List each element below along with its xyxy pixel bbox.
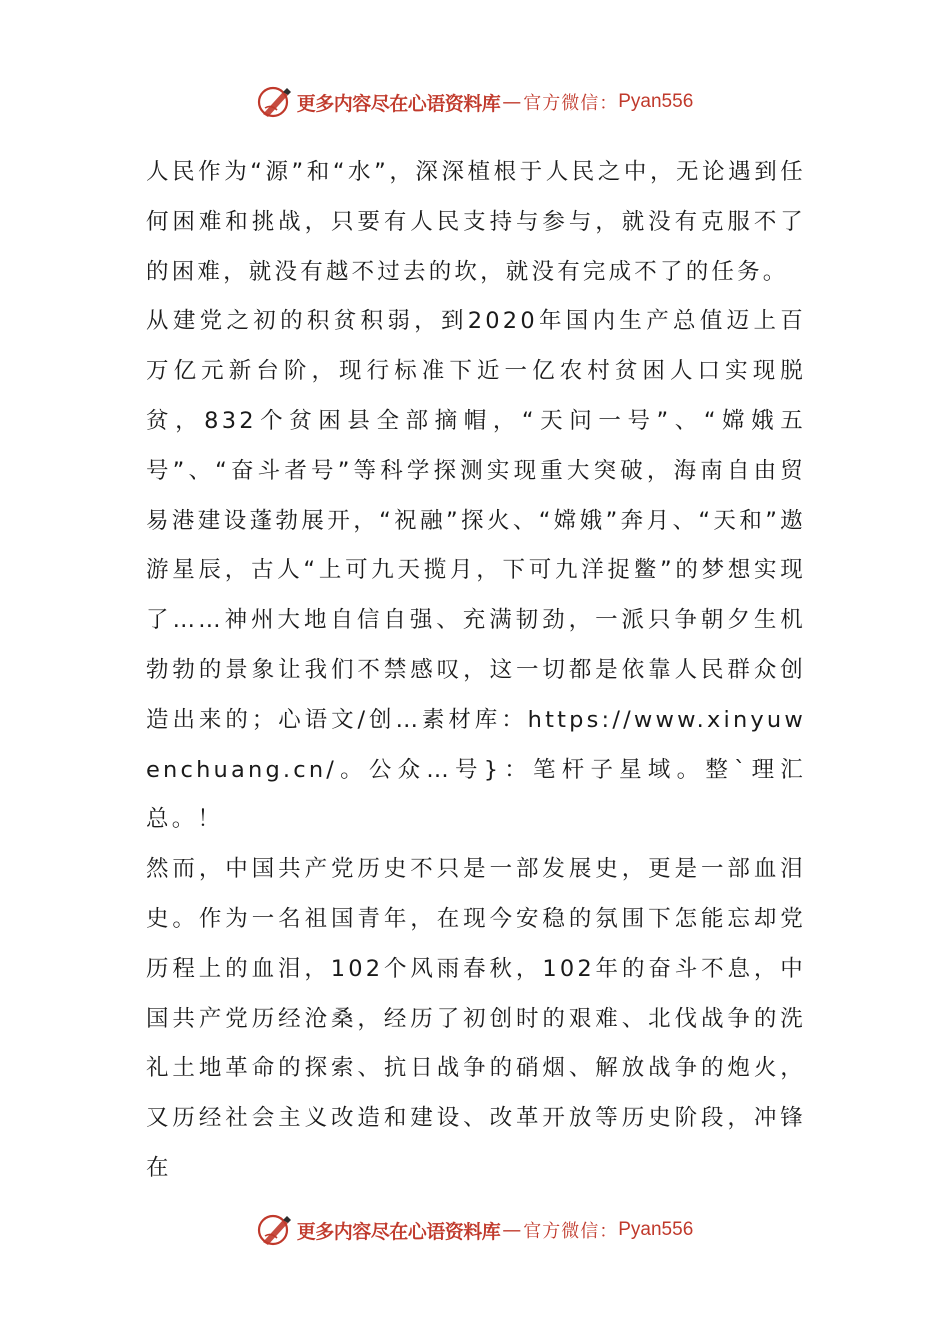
banner-dash: —: [502, 1219, 522, 1241]
paragraph: 然而，中国共产党历史不只是一部发展史，更是一部血泪史。作为一名祖国青年，在现今安稳的氛围下怎能忘却党历程上的血泪，102个风雨春秋，102年的奋斗不息，中国共产党历经沧桑，经历了初创时的艰难、北伐战争的洗礼土地革命的探索、抗日战争的硝烟、解放战争的炮火，又历经社会主义改造和建设、改革开放等历史阶段，冲锋在: [146, 856, 806, 1181]
banner-sub-text: 官方微信：: [523, 93, 619, 114]
banner-sub-text: 官方微信：: [523, 1221, 619, 1242]
paragraph: 从建党之初的积贫积弱，到2020年国内生产总值迈上百万亿元新台阶，现行标准下近一亿农村贫困人口实现脱贫，832个贫困县全部摘帽，“天问一号”、“嫦娥五号”、“奋斗者号”等科学探测实现重大突破，海南自由贸易港建设蓬勃展开，“祝融”探火、“嫦娥”奔月、“天和”遨游星辰，古人“上可九天揽月，下可九洋捉鳖”的梦想实现了……神州大地自信自强、充满韧劲，一派只争朝夕生机勃勃的景象让我们不禁感叹，这一切都是依靠人民群众创造出来的；心语文/创…素材库：https://www.xinyuwenchuang.cn/。公众…号}：笔杆子星域。整`理汇总。！: [146, 308, 806, 833]
banner-account-id: Pyan556: [618, 91, 694, 112]
banner-dash: —: [502, 91, 522, 113]
banner-main-text: 更多内容尽在心语资料库: [296, 1220, 501, 1243]
header-banner: [0, 82, 950, 122]
document-body: [146, 148, 806, 1194]
footer-banner: [0, 1210, 950, 1250]
pen-logo-icon: [257, 1212, 293, 1248]
pen-logo-icon: [257, 84, 293, 120]
banner-account-id: Pyan556: [618, 1219, 694, 1240]
paragraph: 人民作为“源”和“水”，深深植根于人民之中，无论遇到任何困难和挑战，只要有人民支持与参与，就没有克服不了的困难，就没有越不过去的坎，就没有完成不了的任务。: [146, 159, 806, 285]
banner-main-text: 更多内容尽在心语资料库: [296, 92, 501, 115]
